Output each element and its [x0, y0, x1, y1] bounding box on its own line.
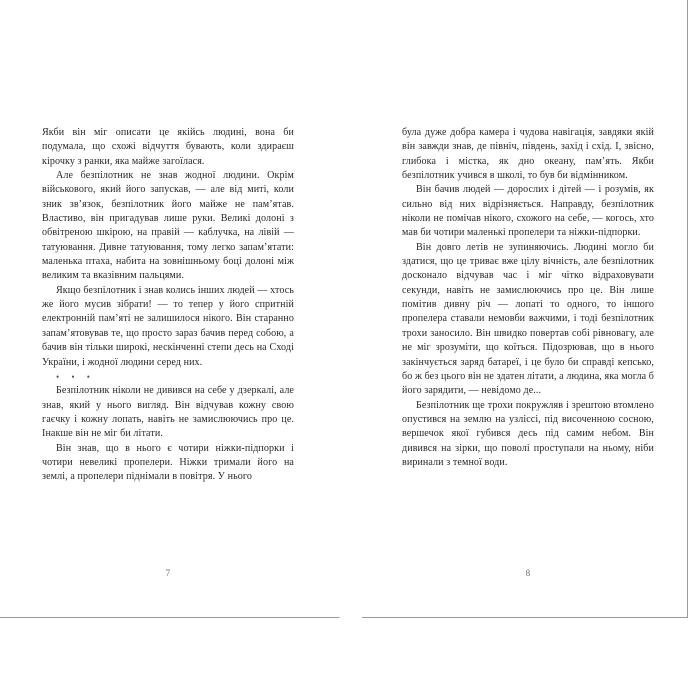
paragraph: Якщо безпілотник і знав колись інших людей — хтось же його мусив зібрати! — то тепер у його спритній електронній пам’яті не залишилося нікого. Він старанно запам’ятовував те, що просто зараз бачив перед собою, а бачив він тільки широкі, нескінченні степи десь на Сході України, і жодної людини серед них.: [42, 284, 294, 368]
left-page-textblock: [42, 126, 294, 485]
paragraph: була дуже добра камера і чудова навігація, завдяки якій він завжди знав, де північ, південь, захід і схід. І, звісно, глибока і містка, як дно океану, пам’ять. Якби безпілотник учився в школі, то був би відмінником.: [402, 127, 654, 182]
paragraph: Він знав, що в нього є чотири ніжки-підпорки і чотири невеликі пропелери. Ніжки тримали його на землі, а пропелери піднімали в повітря. У нього: [42, 442, 294, 483]
page-left: [0, 0, 340, 618]
paragraph: Він довго летів не зупиняючись. Людині могло би здатися, що це триває вже цілу вічність, але безпілотник досконало відчував час і міг чітко відраховувати секунди, навіть не замислюючись про це. Він лише помітив дивну річ — лопаті то одного, то іншого пропелера ставали немовби важчими, і тоді безпілотник трохи заносило. Він швидко повертав собі рівновагу, але не міг зрозуміти, що коїться. Підозрював, що в нього закінчується заряд батареї, і це було би справді кепсько, бо ж без цього він не здатен літати, а людина, яка могла б його зарядити, — невідомо де...: [402, 241, 655, 397]
paragraph: Але безпілотник не знав жодної людини. Окрім військового, який його запускав, — але від миті, коли зник зв’язок, безпілотник його майже не пам’ятав. Властиво, він пригадував лише руки. Великі долоні з обвітреною шкірою, на правій — каблучка, на лівій — татуювання. Дивне татуювання, тому легко запам’ятати: маленька птаха, набита на зовнішньому боці долоні між великим та вказівним пальцями.: [42, 170, 294, 282]
paragraph: Він бачив людей — дорослих і дітей — і розумів, як сильно від них відрізняється. Направду, безпілотник ніколи не помічав нікого, схожого на себе, — когось, хто мав би чотири маленькі пропелери та ніжки-підпорки.: [402, 184, 654, 239]
paragraph: Безпілотник ніколи не дивився на себе у дзеркалі, але знав, який у нього вигляд. Він відчував кожну свою гаєчку і кожну лопать, навіть не замислюючись про це. Інакше він не міг би літати.: [42, 385, 294, 440]
page-number-right: 8: [525, 568, 531, 578]
page-right: [362, 0, 688, 618]
right-page-textblock: [402, 126, 654, 470]
page-number-left: 7: [165, 568, 171, 578]
section-break-ornament: • • •: [56, 371, 95, 382]
paragraph: Якби він міг описати це якійсь людині, вона би подумала, що схожі відчуття бувають, коли здираєш кірочку з ранки, яка майже загоїлася.: [42, 127, 294, 167]
paragraph: Безпілотник ще трохи покружляв і зрештою втомлено опустився на землю на узліссі, під височенною сосною, вершечок якої губився десь під самим небом. Він дивився на зірки, що поволі проступали на ньому, ніби виринали з темної води.: [402, 399, 654, 468]
